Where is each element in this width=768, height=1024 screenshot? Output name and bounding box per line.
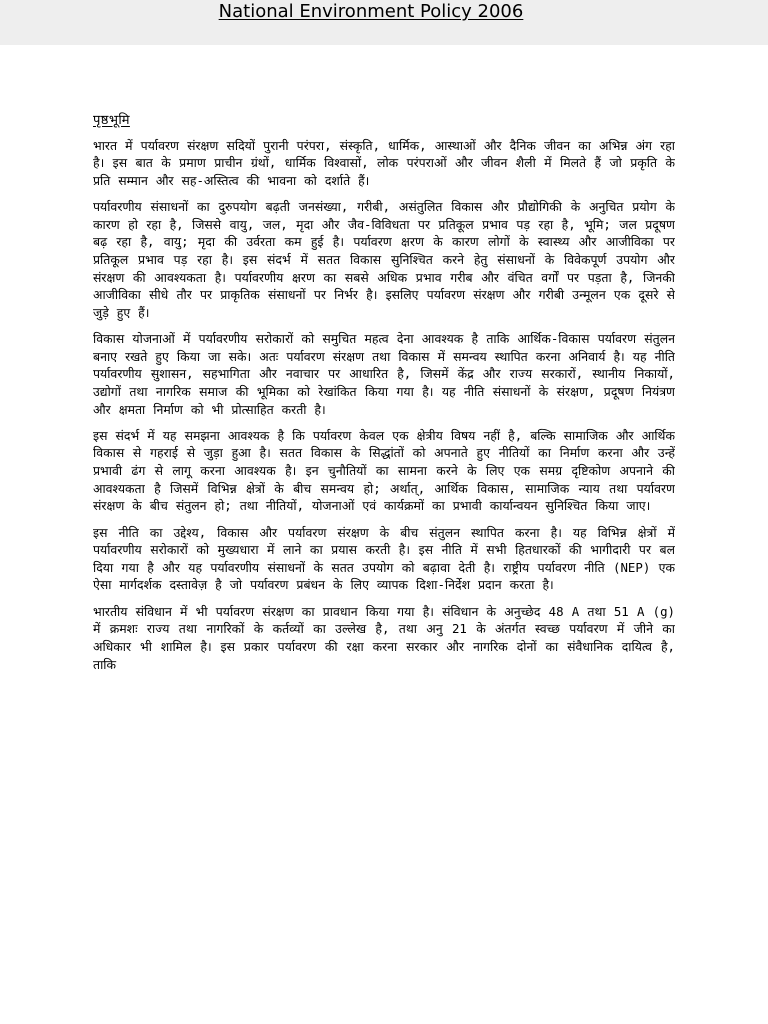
paragraph-4: इस संदर्भ में यह समझना आवश्यक है कि पर्यावरण केवल एक क्षेत्रीय विषय नहीं है, बल्कि सामाजिक और आर्थिक विकास से गहराई से जुड़ा हुआ है। सतत विकास के सिद्धांतों को अपनाते हुए नीतियों का निर्माण करना और उन्हें प्रभावी ढंग से लागू करना आवश्यक है। इन चुनौतियों का सामना करने के लिए एक समग्र दृष्टिकोण अपनाने की आवश्यकता है जिसमें विभिन्न क्षेत्रों के बीच समन्वय हो; अर्थात्, आर्थिक विकास, सामाजिक न्याय तथा पर्यावरण संरक्षण के बीच संतुलन हो; तथा नीतियों, योजनाओं एवं कार्यक्रमों का प्रभावी कार्यान्वयन सुनिश्चित किया जाए। [93, 427, 675, 514]
paragraph-5: इस नीति का उद्देश्य, विकास और पर्यावरण संरक्षण के बीच संतुलन स्थापित करना है। यह विभिन्न क्षेत्रों में पर्यावरणीय सरोकारों को मुख्यधारा में लाने का प्रयास करती है। इस नीति में सभी हितधारकों की भागीदारी पर बल दिया गया है और यह पर्यावरणीय संसाधनों के सतत उपयोग को बढ़ावा देती है। राष्ट्रीय पर्यावरण नीति (NEP) एक ऐसा मार्गदर्शक दस्तावेज़ है जो पर्यावरण प्रबंधन के लिए व्यापक दिशा-निर्देश प्रदान करता है। [93, 524, 675, 593]
paragraph-3: विकास योजनाओं में पर्यावरणीय सरोकारों को समुचित महत्व देना आवश्यक है ताकि आर्थिक-विकास पर्यावरण संतुलन बनाए रखते हुए किया जा सके। अतः पर्यावरण संरक्षण तथा विकास में समन्वय स्थापित करना अनिवार्य है। यह नीति पर्यावरणीय सुशासन, सहभागिता और नवाचार पर आधारित है, जिसमें केंद्र और राज्य सरकारों, स्थानीय निकायों, उद्योगों तथा नागरिक समाज की भूमिका को रेखांकित किया गया है। यह नीति संसाधनों के संरक्षण, प्रदूषण नियंत्रण और क्षमता निर्माण को भी प्रोत्साहित करती है। [93, 331, 675, 417]
paragraph-2: पर्यावरणीय संसाधनों का दुरुपयोग बढ़ती जनसंख्या, गरीबी, असंतुलित विकास और प्रौद्योगिकी के अनुचित प्रयोग के कारण हो रहा है, जिससे वायु, जल, मृदा और जैव-विविधता पर प्रतिकूल प्रभाव पड़ रहा है, भूमि; जल प्रदूषण बढ़ रहा है, वायु; मृदा की उर्वरता कम हुई है। पर्यावरण क्षरण के कारण लोगों के स्वास्थ्य और आजीविका पर प्रतिकूल प्रभाव पड़ रहा है। इस संदर्भ में सतत विकास सुनिश्चित करने हेतु संसाधनों के विवेकपूर्ण उपयोग और संरक्षण की आवश्यकता है। पर्यावरणीय क्षरण का सबसे अधिक प्रभाव गरीब और वंचित वर्गों पर पड़ता है, जिनकी आजीविका सीधे तौर पर प्राकृतिक संसाधनों पर निर्भर है। इसलिए पर्यावरण संरक्षण और गरीबी उन्मूलन एक दूसरे से जुड़े हुए हैं। [93, 199, 675, 320]
paragraph-6: भारतीय संविधान में भी पर्यावरण संरक्षण का प्रावधान किया गया है। संविधान के अनुच्छेद 48 A तथा 51 A (g) में क्रमशः राज्य तथा नागरिकों के कर्तव्यों का उल्लेख है, तथा अनु 21 के अंतर्गत स्वच्छ पर्यावरण में जीने का अधिकार भी शामिल है। इस प्रकार पर्यावरण की रक्षा करना सरकार और नागरिक दोनों का संवैधानिक दायित्व है, ताकि [93, 603, 675, 672]
section-heading: पृष्ठभूमि [93, 113, 130, 128]
document-page [93, 112, 675, 1024]
document-title: National Environment Policy 2006 [218, 1, 524, 22]
paragraph-1: भारत में पर्यावरण संरक्षण सदियों पुरानी परंपरा, संस्कृति, धार्मिक, आस्थाओं और दैनिक जीवन का अभिन्न अंग रहा है। इस बात के प्रमाण प्राचीन ग्रंथों, धार्मिक विश्वासों, लोक परंपराओं और जीवन शैली में मिलते हैं जो प्रकृति के प्रति सम्मान और सह-अस्तित्व की भावना को दर्शाते हैं। [93, 137, 675, 188]
document-header-bar [0, 0, 768, 45]
